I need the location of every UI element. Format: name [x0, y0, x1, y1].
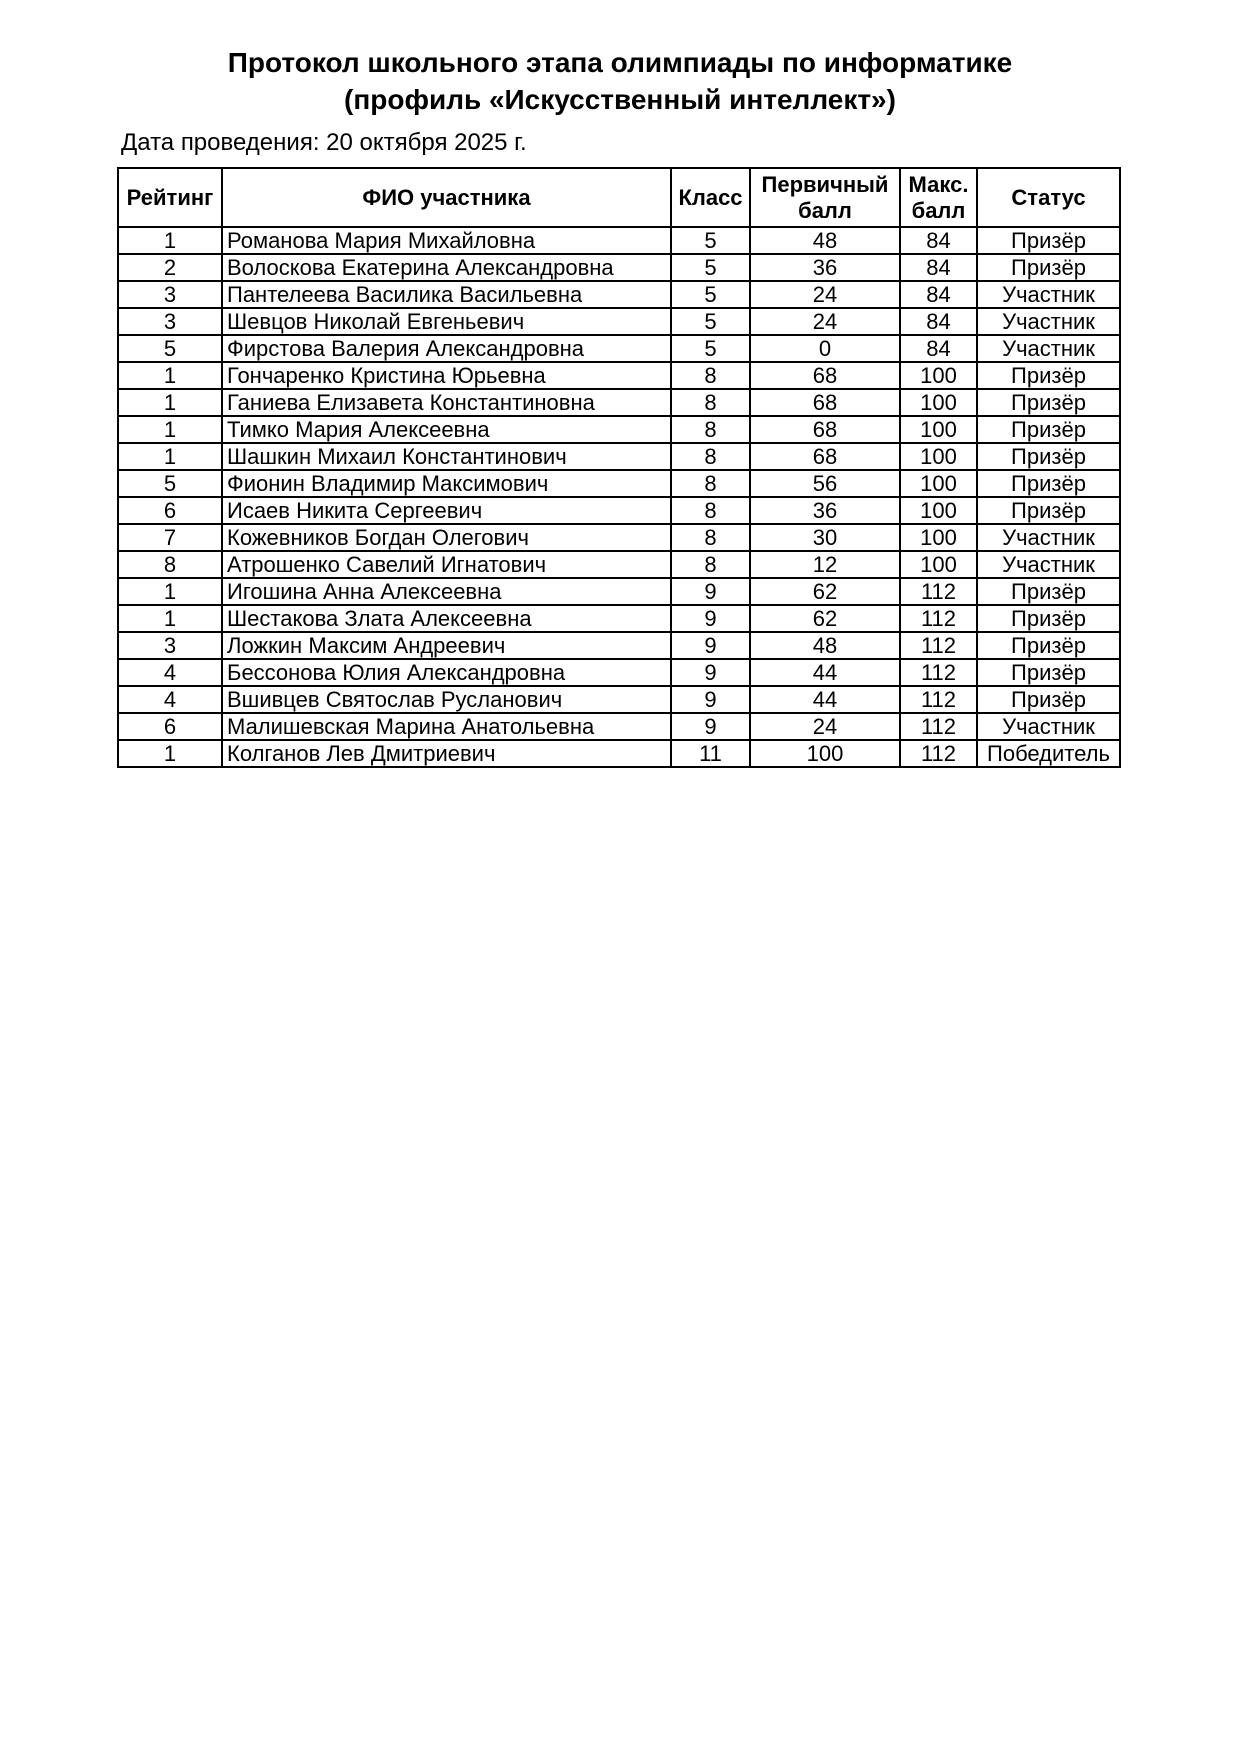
table-row [118, 551, 1120, 578]
cell-max-score: 100 [900, 416, 977, 443]
cell-max-score: 100 [900, 443, 977, 470]
table-row [118, 389, 1120, 416]
cell-name: Малишевская Марина Анатольевна [222, 713, 671, 740]
cell-max-score: 84 [900, 335, 977, 362]
cell-status: Призёр [977, 632, 1120, 659]
cell-score: 24 [750, 281, 900, 308]
cell-rank: 5 [118, 335, 222, 362]
cell-class: 9 [671, 659, 750, 686]
cell-name: Ганиева Елизавета Константиновна [222, 389, 671, 416]
cell-score: 48 [750, 632, 900, 659]
cell-name: Бессонова Юлия Александровна [222, 659, 671, 686]
cell-name: Романова Мария Михайловна [222, 227, 671, 254]
cell-class: 5 [671, 227, 750, 254]
cell-class: 9 [671, 686, 750, 713]
cell-class: 8 [671, 362, 750, 389]
cell-max-score: 112 [900, 740, 977, 767]
cell-class: 8 [671, 389, 750, 416]
table-row [118, 686, 1120, 713]
cell-class: 5 [671, 281, 750, 308]
document-title-line-2: (профиль «Искусственный интеллект») [344, 84, 896, 115]
cell-class: 8 [671, 470, 750, 497]
cell-name: Шестакова Злата Алексеевна [222, 605, 671, 632]
table-row [118, 416, 1120, 443]
column-header-name: ФИО участника [222, 168, 671, 227]
cell-score: 56 [750, 470, 900, 497]
cell-score: 68 [750, 362, 900, 389]
cell-rank: 1 [118, 578, 222, 605]
column-header-max-line1: Макс. [908, 171, 969, 197]
cell-class: 8 [671, 524, 750, 551]
cell-name: Игошина Анна Алексеевна [222, 578, 671, 605]
cell-max-score: 100 [900, 470, 977, 497]
cell-class: 8 [671, 416, 750, 443]
cell-rank: 1 [118, 740, 222, 767]
cell-rank: 7 [118, 524, 222, 551]
cell-status: Участник [977, 524, 1120, 551]
cell-name: Шевцов Николай Евгеньевич [222, 308, 671, 335]
cell-status: Призёр [977, 389, 1120, 416]
cell-max-score: 84 [900, 254, 977, 281]
column-header-class: Класс [671, 168, 750, 227]
cell-rank: 1 [118, 605, 222, 632]
cell-max-score: 100 [900, 497, 977, 524]
cell-max-score: 112 [900, 632, 977, 659]
cell-status: Призёр [977, 254, 1120, 281]
cell-rank: 4 [118, 686, 222, 713]
cell-status: Призёр [977, 416, 1120, 443]
table-row [118, 632, 1120, 659]
column-header-score [750, 168, 900, 227]
column-header-max [900, 168, 977, 227]
cell-name: Волоскова Екатерина Александровна [222, 254, 671, 281]
cell-rank: 6 [118, 497, 222, 524]
cell-status: Призёр [977, 470, 1120, 497]
cell-status: Призёр [977, 578, 1120, 605]
cell-rank: 4 [118, 659, 222, 686]
cell-score: 100 [750, 740, 900, 767]
cell-max-score: 84 [900, 308, 977, 335]
cell-max-score: 100 [900, 524, 977, 551]
table-row [118, 470, 1120, 497]
cell-status: Призёр [977, 659, 1120, 686]
cell-status: Участник [977, 281, 1120, 308]
cell-class: 5 [671, 254, 750, 281]
cell-max-score: 84 [900, 227, 977, 254]
cell-name: Пантелеева Василика Васильевна [222, 281, 671, 308]
table-row [118, 740, 1120, 767]
cell-status: Участник [977, 308, 1120, 335]
cell-rank: 1 [118, 362, 222, 389]
cell-score: 62 [750, 578, 900, 605]
cell-status: Призёр [977, 362, 1120, 389]
table-row [118, 227, 1120, 254]
table-row [118, 524, 1120, 551]
cell-name: Исаев Никита Сергеевич [222, 497, 671, 524]
cell-max-score: 84 [900, 281, 977, 308]
column-header-status: Статус [977, 168, 1120, 227]
document-title-line-1: Протокол школьного этапа олимпиады по информатике [227, 47, 1013, 78]
cell-status: Призёр [977, 497, 1120, 524]
cell-rank: 1 [118, 416, 222, 443]
results-table [117, 167, 1121, 768]
cell-class: 9 [671, 578, 750, 605]
cell-rank: 3 [118, 281, 222, 308]
cell-max-score: 100 [900, 362, 977, 389]
cell-status: Участник [977, 335, 1120, 362]
cell-max-score: 112 [900, 578, 977, 605]
cell-score: 68 [750, 416, 900, 443]
cell-max-score: 100 [900, 551, 977, 578]
cell-name: Фирстова Валерия Александровна [222, 335, 671, 362]
cell-max-score: 112 [900, 686, 977, 713]
cell-max-score: 112 [900, 659, 977, 686]
cell-class: 9 [671, 632, 750, 659]
table-row [118, 362, 1120, 389]
table-row [118, 605, 1120, 632]
cell-score: 24 [750, 308, 900, 335]
cell-status: Призёр [977, 605, 1120, 632]
cell-rank: 6 [118, 713, 222, 740]
cell-score: 62 [750, 605, 900, 632]
cell-name: Кожевников Богдан Олегович [222, 524, 671, 551]
table-row [118, 335, 1120, 362]
table-row [118, 308, 1120, 335]
cell-rank: 2 [118, 254, 222, 281]
cell-name: Фионин Владимир Максимович [222, 470, 671, 497]
cell-max-score: 100 [900, 389, 977, 416]
cell-name: Ложкин Максим Андреевич [222, 632, 671, 659]
cell-class: 5 [671, 308, 750, 335]
cell-score: 12 [750, 551, 900, 578]
cell-class: 11 [671, 740, 750, 767]
column-header-score-line1: Первичный [761, 171, 889, 197]
cell-name: Гончаренко Кристина Юрьевна [222, 362, 671, 389]
cell-class: 5 [671, 335, 750, 362]
cell-class: 8 [671, 497, 750, 524]
cell-status: Призёр [977, 443, 1120, 470]
cell-score: 36 [750, 497, 900, 524]
cell-score: 30 [750, 524, 900, 551]
column-header-rank: Рейтинг [118, 168, 222, 227]
cell-score: 68 [750, 443, 900, 470]
cell-class: 8 [671, 443, 750, 470]
cell-score: 44 [750, 659, 900, 686]
table-row [118, 578, 1120, 605]
table-row [118, 281, 1120, 308]
cell-score: 24 [750, 713, 900, 740]
cell-score: 0 [750, 335, 900, 362]
table-row [118, 254, 1120, 281]
table-row [118, 497, 1120, 524]
cell-name: Шашкин Михаил Константинович [222, 443, 671, 470]
cell-max-score: 112 [900, 605, 977, 632]
cell-rank: 1 [118, 227, 222, 254]
cell-status: Призёр [977, 227, 1120, 254]
cell-rank: 3 [118, 632, 222, 659]
cell-status: Победитель [977, 740, 1120, 767]
cell-name: Атрошенко Савелий Игнатович [222, 551, 671, 578]
cell-status: Участник [977, 551, 1120, 578]
cell-name: Вшивцев Святослав Русланович [222, 686, 671, 713]
cell-status: Участник [977, 713, 1120, 740]
cell-class: 8 [671, 551, 750, 578]
cell-rank: 5 [118, 470, 222, 497]
cell-rank: 1 [118, 443, 222, 470]
column-header-max-line2: балл [911, 197, 966, 223]
cell-score: 68 [750, 389, 900, 416]
cell-class: 9 [671, 605, 750, 632]
table-header-row [118, 168, 1120, 227]
column-header-score-line2: балл [798, 197, 852, 223]
cell-score: 48 [750, 227, 900, 254]
cell-rank: 8 [118, 551, 222, 578]
cell-rank: 1 [118, 389, 222, 416]
cell-status: Призёр [977, 686, 1120, 713]
cell-score: 36 [750, 254, 900, 281]
cell-name: Колганов Лев Дмитриевич [222, 740, 671, 767]
cell-max-score: 112 [900, 713, 977, 740]
table-row [118, 659, 1120, 686]
table-row [118, 443, 1120, 470]
table-row [118, 713, 1120, 740]
cell-score: 44 [750, 686, 900, 713]
cell-rank: 3 [118, 308, 222, 335]
cell-class: 9 [671, 713, 750, 740]
event-date: Дата проведения: 20 октября 2025 г. [121, 129, 527, 156]
cell-name: Тимко Мария Алексеевна [222, 416, 671, 443]
